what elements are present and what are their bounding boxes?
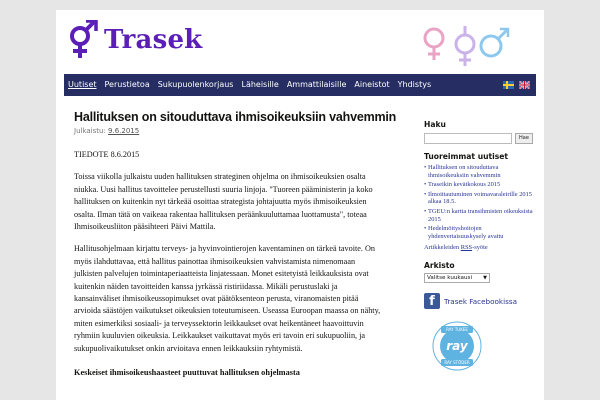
main-nav	[64, 74, 536, 96]
uk-flag-icon[interactable]	[519, 81, 530, 89]
sidebar	[424, 120, 536, 375]
site-name: Trasek	[104, 25, 203, 55]
nav-item-sukupuolenkorjaus[interactable]: Sukupuolenkorjaus	[157, 80, 234, 89]
recent-news-item[interactable]: • Hallituksen on sitouduttava ihmisoikeuksiin vahvemmin	[424, 164, 536, 179]
page	[56, 10, 544, 400]
gender-symbol-logo-icon	[66, 20, 100, 60]
search-widget-title: Haku	[424, 120, 446, 129]
recent-news-item[interactable]: • Hedelmöityshoitojen yhdenvertaisuuskysely avattu	[424, 225, 536, 240]
nav-item-laheisille[interactable]: Läheisille	[241, 80, 279, 89]
site-logo[interactable]	[66, 20, 202, 60]
article-title[interactable]: Hallituksen on sitouduttava ihmisoikeuksiin vahvemmin	[74, 110, 397, 124]
language-switcher	[503, 81, 536, 89]
rss-suffix: -syöte	[472, 244, 488, 252]
search-button[interactable]: Hae	[515, 133, 533, 144]
recent-news-item[interactable]: • Ilmoittautuminen voimavaraleirille 2015 alkaa 18.5.	[424, 191, 536, 206]
article-meta	[74, 127, 384, 135]
article-paragraph: Toissa viikolla julkaistu uuden hallituksen strateginen ohjelma on ihmisoikeuksien osalta niukka. Uusi hallitus tavoittelee perustellusti suuria linjoja. "Tuoreen pääministerin ja koko hallituksen on kuitenkin nyt tärkeää osoittaa strategista johtajuutta myös ihmisoikeuksien osalta. Ilman tätä on vaikeaa rakentaa hallituksen peräänkuuluttamaa luottamusta", toteaa Ihmisoikeusliiton pääsihteeri Päivi Mattila.	[74, 172, 373, 232]
swedish-flag-icon[interactable]	[503, 81, 514, 89]
chevron-down-icon: ▼	[483, 275, 487, 282]
gender-symbols-decoration-icon	[409, 22, 514, 70]
badge-center-text: ray	[446, 339, 468, 354]
article	[74, 110, 397, 378]
published-label: Julkaistu:	[74, 127, 106, 135]
facebook-link[interactable]	[424, 293, 536, 309]
recent-news-item[interactable]: • TGEU:n kartta transihmisten oikeuksista 2015	[424, 208, 536, 223]
badge-bottom-text: RAY STÖDER	[444, 360, 470, 366]
recent-news-title: Tuoreimmat uutiset	[424, 152, 509, 161]
search-form	[424, 133, 536, 144]
rss-prefix: Artikkeleiden	[424, 244, 461, 252]
archive-month-select[interactable]	[424, 273, 490, 283]
recent-news-list	[424, 164, 536, 240]
archive-widget-title: Arkisto	[424, 261, 455, 271]
nav-item-ammattilaisille[interactable]: Ammattilaisille	[286, 80, 347, 89]
rss-feed-link[interactable]	[424, 244, 536, 251]
badge-top-text: RAY TUKEE	[446, 327, 468, 333]
nav-item-aineistot[interactable]: Aineistot	[354, 80, 390, 89]
nav-item-uutiset[interactable]: Uutiset	[68, 80, 97, 89]
archive-select-value: Valitse kuukausi	[427, 275, 472, 282]
nav-item-yhdistys[interactable]: Yhdistys	[397, 80, 432, 89]
article-paragraph: Hallitusohjelmaan kirjattu terveys- ja hyvinvointierojen kaventaminen on tärkeä tavoite. On myös ilahduttavaa, että hallitus painottaa ihmisoikeuksien vahvistamista nimenomaan julkisten palvelujen toimintaperiaatteista linjatessaan. Monet esitetyistä leikkauksista ovat kuitenkin näiden tavoitteiden kanssa jyrkässä ristiriidassa. Mikäli perustuslaki ja kansainväliset ihmisoikeussopimukset ovat päätöksenteon perusta, viranomaisten pitää arvioida säästöjen vaikutukset oikeuksien toteutumiseen. Useassa Euroopan maassa on nähty, miten esimerkiksi sosiaali- ja terveyssektorin leikkaukset ovat heikentäneet haavoittuvin ryhmiin kuuluvien oikeuksia. Leikkaukset vaikuttavat myös eri tavoin eri sukupuoliin, ja sukupuolivaikutukset onkin arvioitava ennen leikkauksiin ryhtymistä.	[74, 244, 381, 353]
rss-link[interactable]: RSS	[460, 244, 473, 252]
nav-item-perustietoa[interactable]: Perustietoa	[104, 80, 150, 89]
ray-badge-icon[interactable]	[432, 321, 482, 371]
published-date[interactable]: 9.6.2015	[108, 127, 140, 135]
article-subheading: Keskeiset ihmisoikeushaasteet puuttuvat hallituksen ohjelmasta	[74, 368, 300, 378]
facebook-icon: f	[424, 293, 440, 309]
search-input[interactable]	[424, 133, 512, 144]
facebook-label: Trasek Facebookissa	[444, 296, 517, 306]
site-header	[56, 10, 544, 74]
recent-news-item[interactable]: • Traseikin kevätkokous 2015	[424, 181, 536, 189]
press-release-label: TIEDOTE 8.6.2015	[74, 150, 140, 159]
